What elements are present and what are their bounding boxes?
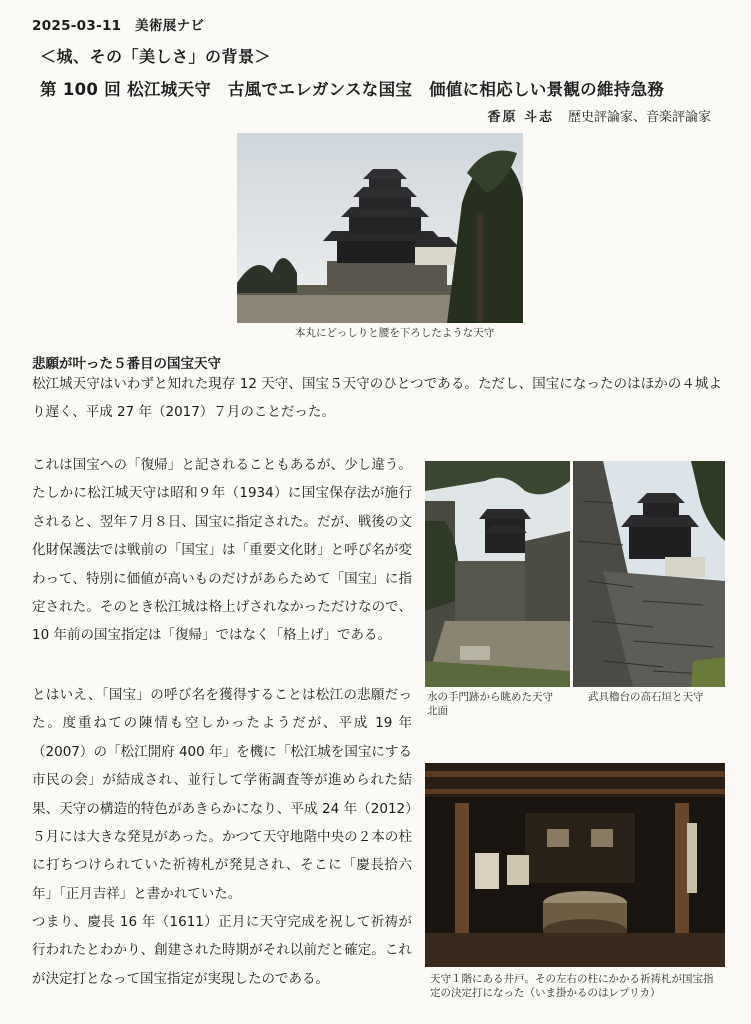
header-dateline (32, 14, 204, 34)
byline (487, 106, 711, 125)
author-role: 歴史評論家、音楽評論家 (567, 110, 711, 125)
stone-wall-caption: 武具櫓台の高石垣と天守 (588, 691, 704, 703)
source-name: 美術展ナビ (135, 18, 205, 34)
north-face-photo (425, 461, 570, 687)
article-paragraph-1: 松江城天守はいわずと知れた現存 12 天守、国宝５天守のひとつである。ただし、国宝になったのはほかの４城より遅く、平成 27 年（2017）７月のことだった。 (32, 376, 722, 421)
article-paragraph-4: つまり、慶長 16 年（1611）正月に天守完成を祝して祈祷が行われたとわかり、創建された時期がそれ以前だと確定。これが決定打となって国宝指定が実現したのである。 (32, 914, 412, 987)
author-name: 香原 斗志 (487, 110, 554, 125)
article-paragraph-2: これは国宝への「復帰」と記されることもあるが、少し違う。たしかに松江城天守は昭和９年（1934）に国宝保存法が施行されると、翌年７月８日、国宝に指定された。だが、戦後の文化財保護法では戦前の「国宝」は「重要文化財」と呼び名が変わって、特別に価値が高いものだけがあらためて「国宝」に指定された。そのとき松江城は格上げされなかっただけなので、10 年前の国宝指定は「復帰」ではなく「格上げ」である。 (32, 457, 412, 644)
castle-keep-photo (237, 133, 523, 323)
keep-interior-photo (425, 763, 725, 967)
stone-wall-photo (573, 461, 725, 687)
article-subheading: 悲願が叶った５番目の国宝天守 (32, 356, 221, 372)
series-title: ＜城、その「美しさ」の背景＞ (40, 47, 272, 66)
north-photo-caption: 水の手門跡から眺めた天守北面 (427, 691, 553, 717)
interior-photo-caption: 天守１階にある井戸。その左右の柱にかかる祈祷札が国宝指定の決定打になった（いま掛かるのはレプリカ） (430, 973, 714, 999)
article-paragraph-3: とはいえ、「国宝」の呼び名を獲得することは松江の悲願だった。度重ねての陳情も空しかったようだが、平成 19 年（2007）の「松江開府 400 年」を機に「松江城を国宝にする市民の会」が結成され、並行して学術調査等が進められた結果、天守の構造的特色があきらかになり、平成 24 年（2012）５月には大きな発見があった。かつて天守地階中央の２本の柱に打ちつけられていた祈祷札が発見され、そこに「慶長拾六年」「正月吉祥」と書かれていた。 (32, 687, 412, 902)
article-title: 第 100 回 松江城天守 古風でエレガンスな国宝 価値に相応しい景観の維持急務 (40, 80, 665, 99)
article-date: 2025-03-11 (32, 18, 122, 34)
main-photo-caption: 本丸にどっしりと腰を下ろしたような天守 (295, 327, 495, 339)
